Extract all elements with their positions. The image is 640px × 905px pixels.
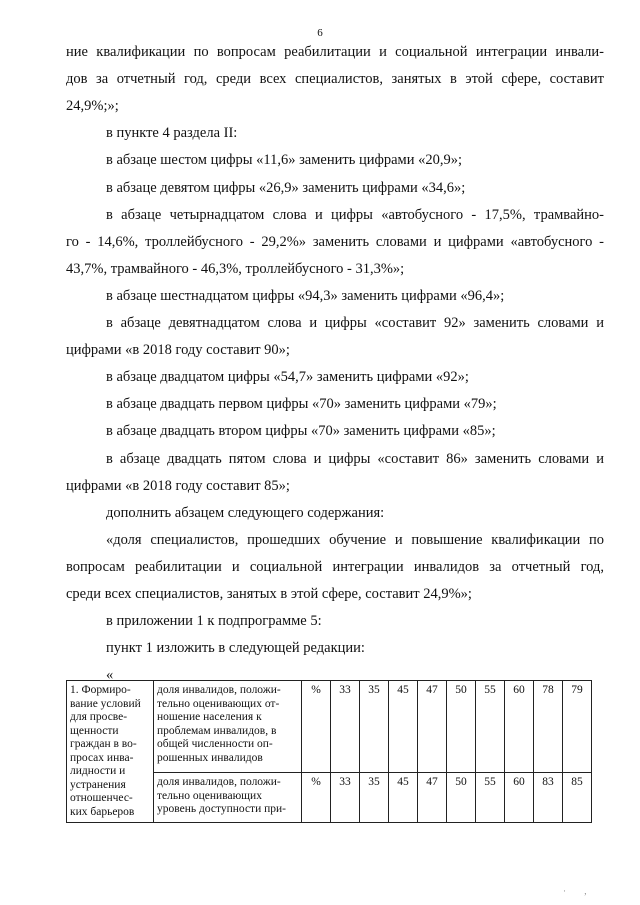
value-cell: 45 — [389, 773, 418, 823]
text-line: в абзаце девятнадцатом слова и цифры «составит 92» заменить словами и — [106, 315, 604, 331]
indicator-cell: доля инвалидов, положи- тельно оценивающих от- ношение населения к проблемам инвалидов, в общей численности оп- рошенных инвалидов — [154, 681, 302, 773]
value-cell: 85 — [563, 773, 592, 823]
text-line: в приложении 1 к подпрограмме 5: — [106, 613, 322, 630]
value-cell: 33 — [331, 773, 360, 823]
value-cell: 79 — [563, 681, 592, 773]
unit-cell: % — [302, 773, 331, 823]
text-line: в абзаце шестом цифры «11,6» заменить цифрами «20,9»; — [106, 152, 463, 169]
unit-cell: % — [302, 681, 331, 773]
text-line: вопросам реабилитации и социальной интеграции инвалидов за отчетный год, — [66, 558, 604, 575]
value-cell: 33 — [331, 681, 360, 773]
text-line: цифрами «в 2018 году составит 90»; — [66, 342, 290, 359]
value-cell: 35 — [360, 773, 389, 823]
value-cell: 47 — [418, 681, 447, 773]
text-line: в абзаце шестнадцатом цифры «94,3» заменить цифрами «96,4»; — [106, 287, 505, 304]
text-line: в абзаце четырнадцатом слова и цифры «автобусного - 17,5%, трамвайно- — [106, 206, 604, 223]
text-line: 43,7%, трамвайного - 46,3%, троллейбусного - 31,3%»; — [66, 260, 405, 277]
text-line: в абзаце девятом цифры «26,9» заменить цифрами «34,6»; — [106, 179, 466, 196]
text-line: в абзаце двадцать первом цифры «70» заменить цифрами «79»; — [106, 396, 497, 413]
value-cell: 50 — [447, 681, 476, 773]
value-cell: 78 — [534, 681, 563, 773]
text-line: « — [106, 667, 114, 684]
scan-marks: · , — [563, 886, 595, 896]
value-cell: 55 — [476, 773, 505, 823]
activity-cell: 1. Формиро- вание условий для просве- щенности граждан в во- просах инва- лидности и устранения отношенчес- ких барьеров — [67, 681, 154, 823]
text-line: «доля специалистов, прошедших обучение и повышение квалификации по — [106, 531, 604, 548]
indicator-cell: доля инвалидов, положи- тельно оценивающих уровень доступности при- — [154, 773, 302, 823]
value-cell: 60 — [505, 681, 534, 773]
text-line: 24,9%;»; — [66, 98, 119, 115]
text-line: го - 14,6%, троллейбусного - 29,2%» заменить словами и цифрами «автобусного - — [66, 233, 604, 250]
value-cell: 60 — [505, 773, 534, 823]
page-number: 6 — [317, 27, 323, 39]
text-line: дополнить абзацем следующего содержания: — [106, 504, 385, 521]
text-line: ние квалификации по вопросам реабилитации и социальной интеграции инвали- — [66, 44, 604, 60]
value-cell: 83 — [534, 773, 563, 823]
indicators-table — [66, 680, 592, 823]
text-line: в абзаце двадцать втором цифры «70» заменить цифрами «85»; — [106, 423, 496, 440]
text-line: пункт 1 изложить в следующей редакции: — [106, 640, 365, 657]
value-cell: 50 — [447, 773, 476, 823]
text-line: цифрами «в 2018 году составит 85»; — [66, 477, 290, 494]
value-cell: 55 — [476, 681, 505, 773]
table-row — [67, 681, 592, 773]
value-cell: 35 — [360, 681, 389, 773]
value-cell: 47 — [418, 773, 447, 823]
text-line: в абзаце двадцать пятом слова и цифры «составит 86» заменить словами и — [106, 450, 604, 467]
text-line: в абзаце двадцатом цифры «54,7» заменить цифрами «92»; — [106, 369, 469, 386]
text-line: дов за отчетный год, среди всех специалистов, занятых в этой сфере, составит — [66, 71, 604, 88]
text-line: в пункте 4 раздела II: — [106, 125, 238, 142]
text-line: среди всех специалистов, занятых в этой сфере, составит 24,9%»; — [66, 586, 472, 602]
value-cell: 45 — [389, 681, 418, 773]
